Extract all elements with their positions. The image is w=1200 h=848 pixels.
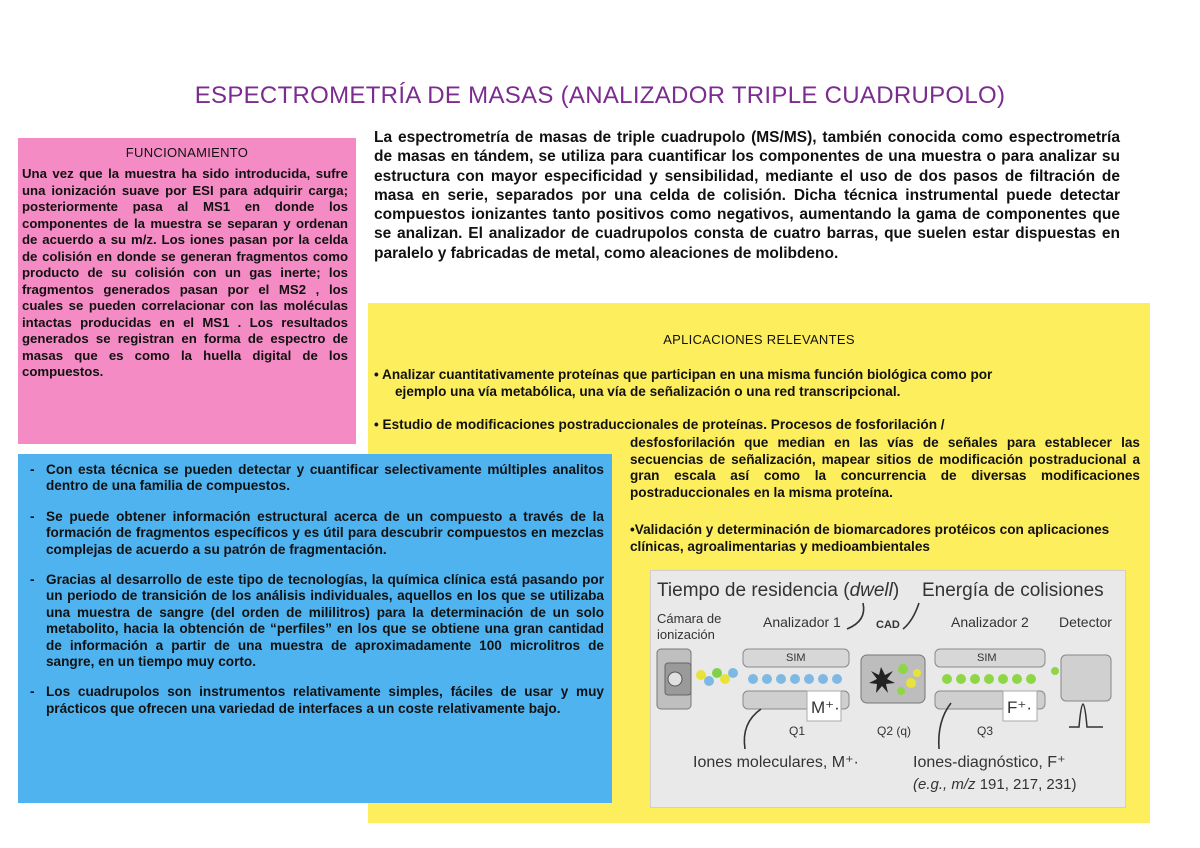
aplicaciones-heading: APLICACIONES RELEVANTES — [663, 332, 855, 347]
detector-icon — [1061, 655, 1111, 727]
sim2-label: SIM — [977, 652, 997, 664]
aplicacion-item-2: • Estudio de modificaciones postraduccionales de proteínas. Procesos de fosforilación / — [374, 417, 945, 432]
ventajas-box — [18, 454, 612, 803]
cad-label: CAD — [876, 619, 900, 631]
collision-cell-icon — [861, 655, 925, 703]
ventaja-item: - Se puede obtener información estructural acerca de un compuesto a través de la formación de fragmentos específicos y es útil para descubrir compuestos en mezclas complejas de acuerdo a su patrón de fragmentación. — [30, 508, 604, 557]
aplicacion-item-1-cont: ejemplo una vía metabólica, una vía de señalización o una red transcripcional. — [395, 384, 901, 399]
funcionamiento-text: Una vez que la muestra ha sido introducida, sufre una ionización suave por ESI para adquirir carga; posteriormente pasa al MS1 en donde los componentes de la muestra se separan y ordenan de acuerdo a su m/z. Los iones pasan por la celda de colisión en donde se generan fragmentos como producto de su colisión con un gas inerte; los fragmentos generados pasan por el MS2 , los cuales se pueden correlacionar con las moléculas intactas producidas en el MS1 . Los resultados generados se registran en forma de espectro de masas que es como la huella digital de los compuestos. — [22, 166, 348, 379]
camara-label-2: ionización — [657, 627, 715, 642]
f-ion-label: F⁺· — [1007, 698, 1033, 717]
funcionamiento-box — [18, 138, 356, 444]
dwell-arrow — [847, 603, 864, 629]
aplicacion-item-1: • Analizar cuantitativamente proteínas que participan en una misma función biológica como por — [374, 367, 993, 382]
detector-label: Detector — [1059, 614, 1112, 630]
aplicacion-item-2-cont: desfosforilación que median en las vías de señales para establecer las secuencias de señalización, mapear sitios de modificación postraducional a gran escala así como la concurrencia de diversas modificaciones postraduccionales en la misma proteína. — [630, 435, 1140, 500]
iones-moleculares-label: Iones moleculares, M⁺· — [693, 754, 859, 771]
analizador2-label: Analizador 2 — [951, 614, 1029, 630]
energia-label: Energía de colisiones — [922, 580, 1104, 601]
q3-label: Q3 — [977, 724, 994, 738]
aplicacion-item-3: •Validación y determinación de biomarcadores protéicos con aplicaciones clínicas, agroalimentarias y medioambientales — [630, 522, 1110, 554]
ventajas-list — [18, 454, 612, 717]
intro-paragraph: La espectrometría de masas de triple cuadrupolo (MS/MS), también conocida como espectrometría de masas en tándem, se utiliza para cuantificar los componentes de una muestra o para analizar su estructura con mayor especificidad y sensibilidad, mediante el uso de dos pasos de filtración de masa en serie, separados por una celda de colisión. Dicha técnica instrumental puede detectar compuestos ionizantes tanto positivos como negativos, aumentando la gama de componentes que se analizan. El analizador de cuadrupolos consta de cuatro barras, que suelen estar dispuestas en paralelo y fabricadas de metal, como aleaciones de molibdeno. — [374, 129, 1120, 262]
m-ion-arrow — [744, 709, 761, 749]
diagram-svg — [651, 571, 1125, 807]
funcionamiento-heading: FUNCIONAMIENTO — [125, 145, 249, 160]
ion-source-icon — [657, 649, 691, 709]
analizador1-label: Analizador 1 — [763, 614, 841, 630]
sim1-label: SIM — [786, 652, 806, 664]
ventaja-item: - Con esta técnica se pueden detectar y cuantificar selectivamente múltiples analitos dentro de una familia de compuestos. — [30, 462, 604, 494]
q2-label: Q2 (q) — [877, 724, 912, 738]
f-ion-arrow — [939, 703, 951, 749]
m-ion-label: M⁺· — [811, 698, 840, 717]
triple-quad-diagram — [650, 570, 1126, 808]
iones-diagnostico-label: Iones-diagnóstico, F⁺ — [913, 754, 1066, 771]
energia-arrow — [903, 603, 919, 629]
ventaja-item: - Los cuadrupolos son instrumentos relativamente simples, fáciles de usar y muy prácticos que ofrecen una variedad de interfaces a un coste relativamente bajo. — [30, 684, 604, 716]
q3-quadrupole-icon — [935, 649, 1045, 721]
camara-label-1: Cámara de — [657, 611, 722, 626]
page-title: ESPECTROMETRÍA DE MASAS (ANALIZADOR TRIPLE CUADRUPOLO) — [194, 82, 1006, 109]
q1-label: Q1 — [789, 724, 806, 738]
eg-label: (e.g., m/z 191, 217, 231) — [913, 776, 1077, 793]
dwell-label: Tiempo de residencia (dwell) — [657, 580, 900, 601]
ventaja-item: - Gracias al desarrollo de este tipo de tecnologías, la química clínica está pasando por un periodo de transición de los análisis individuales, aquellos en los que se utilizaba una muestra de sangre (del orden de mililitros) para la determinación de un solo metabolito, hacia la obtención de “perfiles” en los que se obtiene una gran cantidad de información a partir de una muestra de aproximadamente 100 microlitros de sangre, en un tiempo muy corto. — [30, 572, 604, 670]
